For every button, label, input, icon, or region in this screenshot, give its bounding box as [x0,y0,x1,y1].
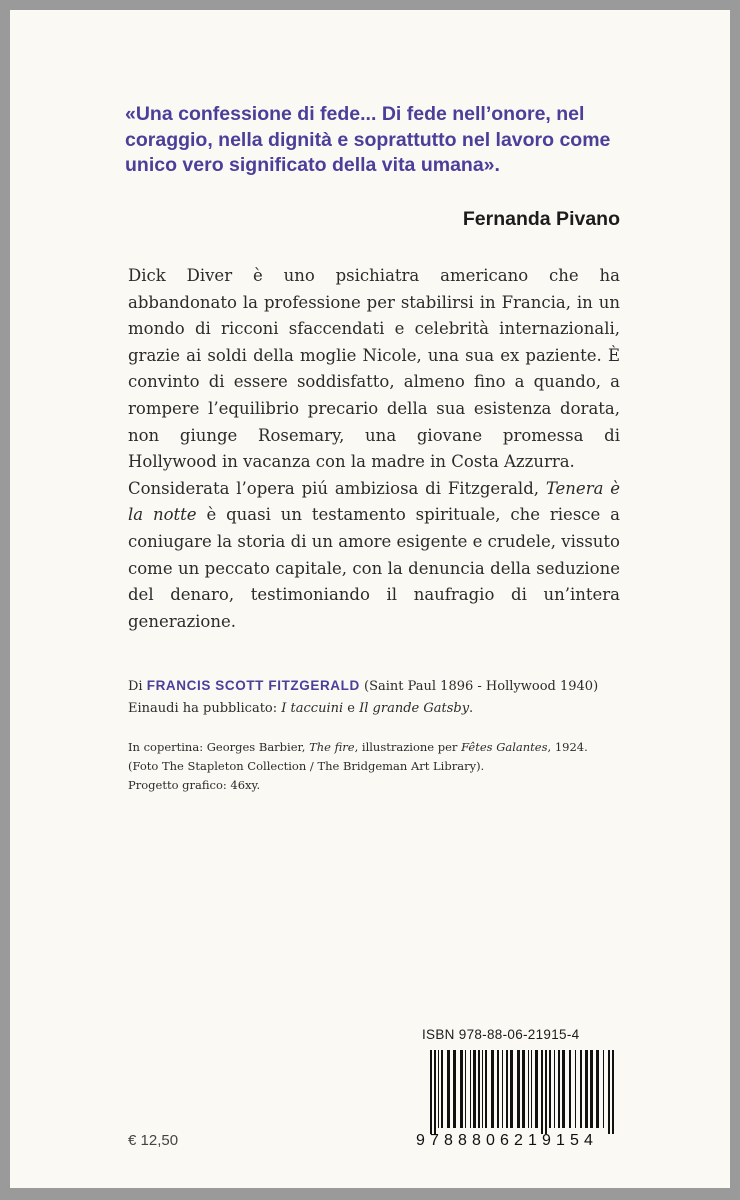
barcode-bar [470,1050,471,1128]
price: € 12,50 [128,1132,179,1149]
synopsis-text: Considerata l’opera piú ambiziosa di Fitzgerald, [128,478,546,498]
barcode-bar [482,1050,483,1128]
barcode-number: 9788806219154 [416,1132,598,1149]
book-title: I taccuini [281,701,344,716]
barcode-bar [502,1050,503,1128]
barcode-bar [535,1050,538,1128]
barcode-bars [416,1050,620,1134]
credits-text: , illustrazione per [354,740,462,754]
barcode-bar [562,1050,565,1128]
period: . [469,701,474,716]
barcode-bar [549,1050,551,1128]
author-prefix: Di [128,679,147,694]
barcode-bar [569,1050,571,1128]
synopsis-paragraph [128,476,620,636]
cover-credits [128,738,620,795]
back-cover [10,10,730,1188]
barcode-bar [558,1050,560,1128]
credits-text: In copertina: Georges Barbier, [128,740,310,754]
barcode-bar [531,1050,532,1128]
barcode-bar [580,1050,582,1128]
synopsis-text: è quasi un testamento spirituale, che riesce a coniugare la storia di un amore esigente e crudele, vissuto come un peccato capitale, con la denuncia della seduzione del denaro, testimoniando il naufragio di un’intera generazione. [128,505,620,631]
barcode-bar [554,1050,555,1128]
barcode-bar [545,1050,547,1134]
barcode-bar [612,1050,614,1134]
synopsis-paragraph: Dick Diver è uno psichiatra americano che ha abbandonato la professione per stabilirsi in Francia, in un mondo di ricconi sfaccendati e celebrità internazionali, grazie ai soldi della moglie Nicole, una sua ex paziente. È convinto di essere soddisfatto, almeno fino a quando, a rompere l’equilibrio precario della sua esistenza dorata, non giunge Rosemary, una giovane promessa di Hollywood in vacanza con la madre in Costa Azzurra. [128,266,620,472]
author-bio: (Saint Paul 1896 - Hollywood 1940) Einaudi ha pubblicato: [128,679,599,716]
barcode-bar [590,1050,593,1128]
conjunction: e [343,701,360,716]
barcode-bar [473,1050,476,1128]
author-note [128,675,620,720]
book-title: Tenera è la notte [128,478,620,525]
barcode-bar [447,1050,450,1128]
barcode-bar [434,1050,436,1134]
barcode-bar [596,1050,599,1128]
barcode-bar [575,1050,576,1128]
barcode-bar [485,1050,487,1128]
blurb-author: Fernanda Pivano [462,208,620,230]
barcode-bar [541,1050,543,1134]
barcode-bar [478,1050,480,1128]
barcode-bar [430,1050,432,1134]
isbn-label: ISBN 978-88-06-21915-4 [422,1027,580,1042]
barcode-bar [506,1050,508,1128]
barcode-bar [510,1050,513,1128]
barcode-bar [438,1050,439,1128]
author-name: FRANCIS SCOTT FITZGERALD [146,678,360,693]
artwork-title: The fire [309,740,355,754]
barcode-bar [497,1050,499,1128]
barcode [416,1050,620,1152]
collection-title: Fêtes Galantes [461,740,548,754]
barcode-bar [460,1050,463,1128]
barcode-bar [491,1050,494,1128]
barcode-bar [453,1050,456,1128]
credits-text: , 1924. (Foto The Stapleton Collection / The Bridgeman Art Library). [128,740,588,773]
barcode-bar [465,1050,466,1128]
barcode-bar [522,1050,525,1128]
barcode-bar [517,1050,520,1128]
synopsis [128,263,620,635]
barcode-bar [585,1050,588,1128]
barcode-bar [608,1050,610,1134]
book-title: Il grande Gatsby [359,701,470,716]
barcode-bar [441,1050,443,1128]
blurb-quote: «Una confessione di fede... Di fede nell’onore, nel coraggio, nella dignità e soprattutto nel lavoro come unico vero significato della vita umana». [125,103,611,176]
barcode-bar [603,1050,604,1128]
design-credit: Progetto grafico: 46xy. [128,778,261,792]
barcode-bar [528,1050,529,1128]
